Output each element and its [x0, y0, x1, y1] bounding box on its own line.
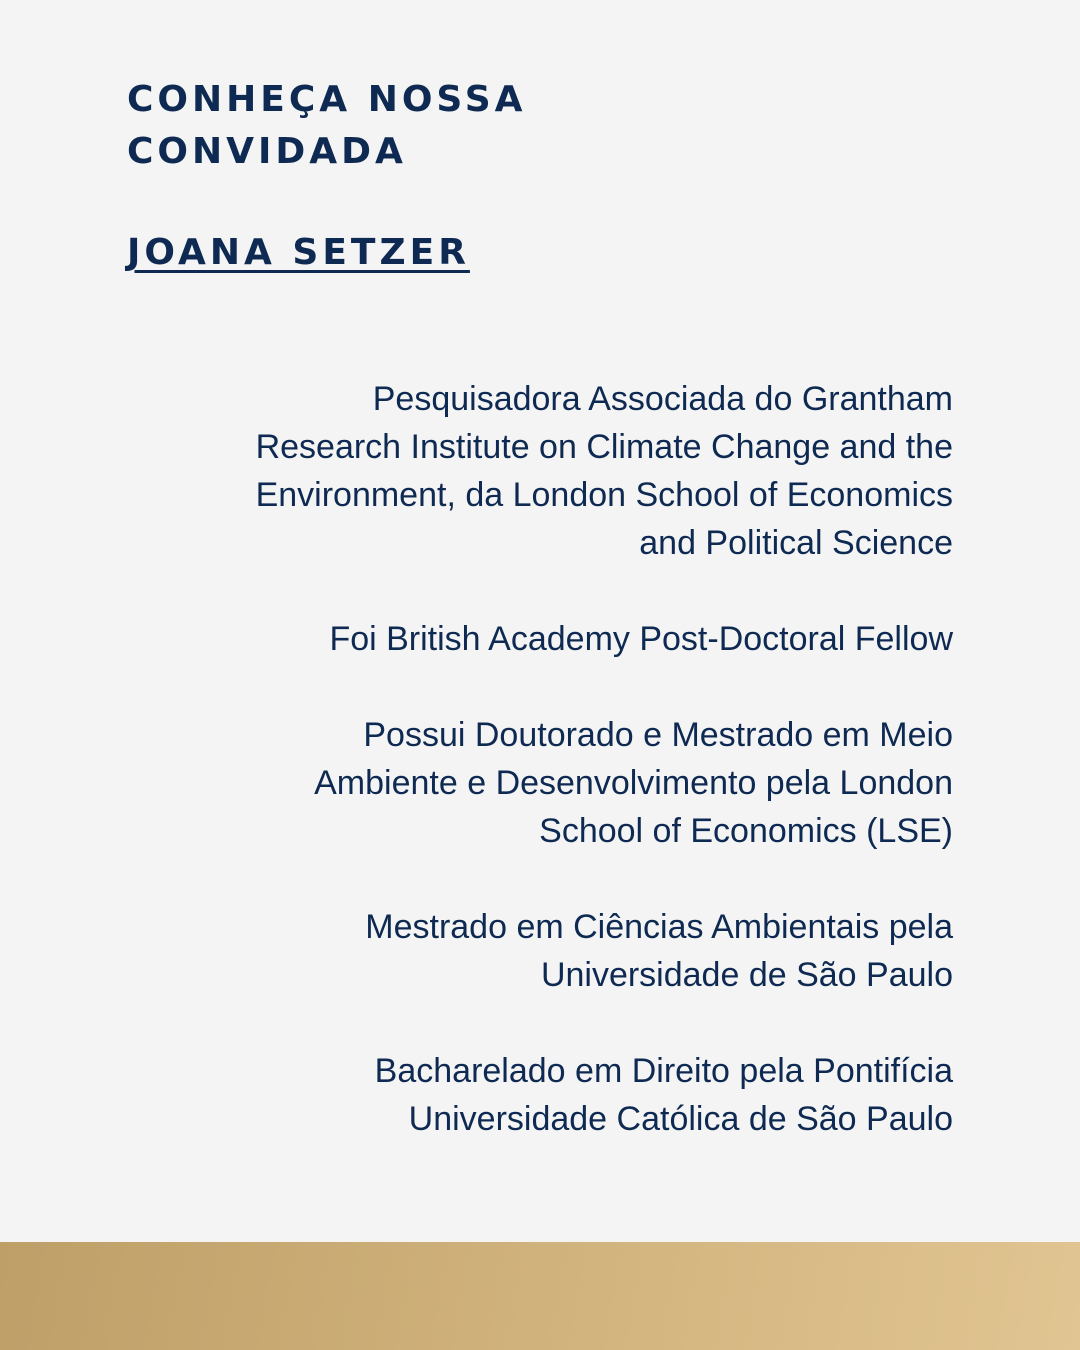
bio-line: Ambiente e Desenvolvimento pela London [314, 764, 953, 802]
bio-line: School of Economics (LSE) [539, 812, 953, 850]
bio-item-position [120, 375, 953, 567]
bio-list [120, 375, 953, 1143]
bio-line: Environment, da London School of Economics [255, 476, 953, 514]
bio-line: Possui Doutorado e Mestrado em Meio [363, 716, 953, 754]
bio-item-masters [120, 903, 953, 999]
guest-name: JOANA SETZER [127, 232, 470, 273]
bio-line: Pesquisadora Associada do Grantham [372, 380, 953, 418]
bio-line: Research Institute on Climate Change and the [255, 428, 953, 466]
bio-line: Bacharelado em Direito pela Pontifícia [374, 1052, 953, 1090]
bio-item-doctorate [120, 711, 953, 855]
title-line-2: CONVIDADA [127, 131, 407, 172]
bio-line: Mestrado em Ciências Ambientais pela [365, 908, 953, 946]
bio-line: Universidade Católica de São Paulo [408, 1100, 953, 1138]
bio-item-bachelors [120, 1047, 953, 1143]
bio-line: Universidade de São Paulo [540, 956, 953, 994]
title-line-1: CONHEÇA NOSSA [127, 79, 527, 120]
bio-item-fellowship [120, 615, 953, 663]
bio-line: and Political Science [639, 524, 953, 562]
bio-line: Foi British Academy Post-Doctoral Fellow [329, 620, 953, 658]
gold-footer-bar [0, 1242, 1080, 1350]
page-title [127, 74, 647, 178]
